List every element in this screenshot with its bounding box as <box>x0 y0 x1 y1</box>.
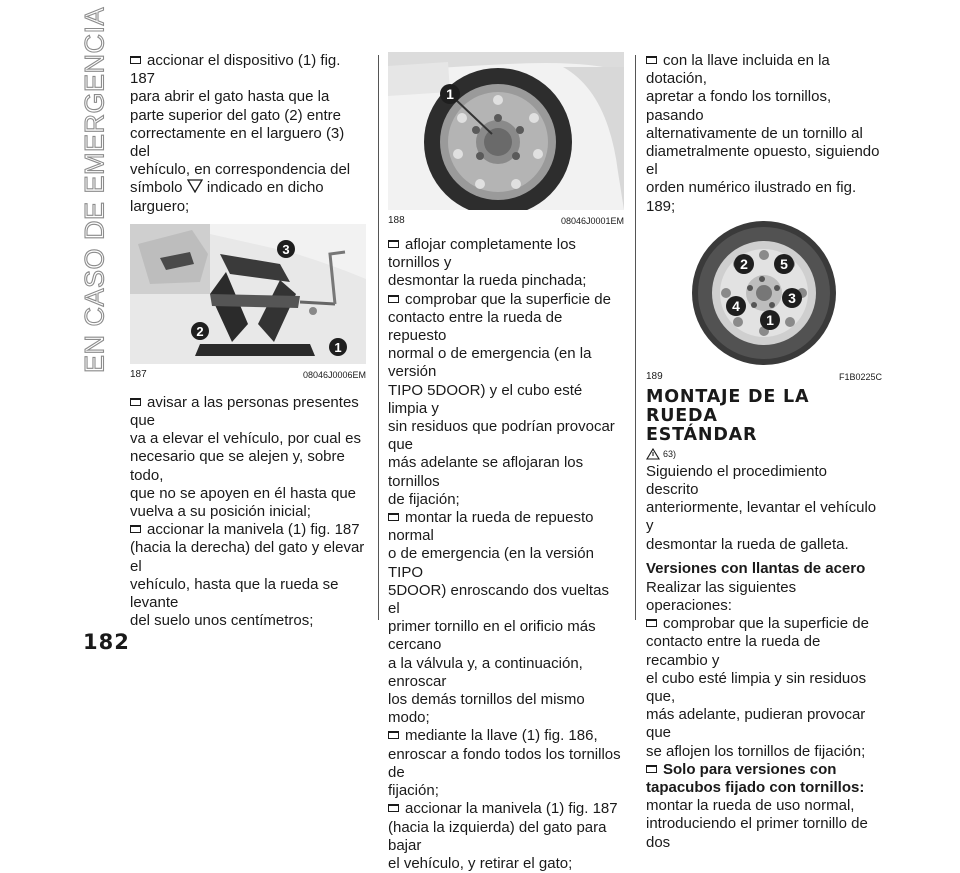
warning-triangle-icon <box>646 448 660 460</box>
svg-text:3: 3 <box>788 289 796 306</box>
svg-text:5: 5 <box>780 255 788 272</box>
step-loosen-bolts: aflojar completamente los tornillos y desmontar la rueda pinchada; <box>388 236 587 290</box>
bullet-icon <box>388 804 399 812</box>
step-tighten-bolts: mediante la llave (1) fig. 186, enroscar a fondo todos los tornillos de fijación; <box>388 727 621 800</box>
bullet-icon <box>130 525 141 533</box>
step-check-surface: comprobar que la superficie de contacto entre la rueda de repuesto normal o de emergencia (en la versión TIPO 5DOOR) y el cubo esté limpia y sin residuos que podrían provocar que más adelante se aflojaran los tornillos de fijación; <box>388 290 615 508</box>
figure-code: F1B0225C <box>838 371 882 382</box>
bullet-icon <box>646 56 657 64</box>
figure-188 <box>388 52 624 226</box>
step-lower-vehicle: accionar la manivela (1) fig. 187 (hacia la izquierda) del gato para bajar el vehículo, y retirar el gato; <box>388 800 618 872</box>
figure-187 <box>130 224 366 380</box>
figure-number: 188 <box>388 215 405 226</box>
step-bolted-hubcap: Solo para versiones con tapacubos fijado con tornillos: montar la rueda de uso normal, introduciendo el primer tornillo de dos <box>646 760 868 851</box>
step-check-hub-surface: comprobar que la superficie de contacto entre la rueda de recambio y el cubo esté limpia y sin residuos que, más adelante, pudieran provocar que se aflojen los tornillos de fijación; <box>646 615 869 760</box>
wheel-bolt-illustration <box>388 52 624 210</box>
subheading-steel-rims: Versiones con llantas de acero <box>646 559 866 577</box>
figure-number: 189 <box>646 370 663 382</box>
figure-189 <box>646 220 882 382</box>
svg-text:2: 2 <box>196 323 204 339</box>
step-warn-people: avisar a las personas presentes que va a elevar el vehículo, por cual es necesario que se alejen y, sobre todo, que no se apoyen en él hasta que vuelva a su posición inicial; <box>130 393 361 521</box>
svg-text:1: 1 <box>766 311 774 328</box>
figure-code: 08046J0001EM <box>560 216 624 226</box>
svg-text:1: 1 <box>334 339 342 355</box>
section-heading: MONTAJE DE LA RUEDA ESTÁNDAR <box>646 386 810 445</box>
tightening-order-illustration <box>646 220 882 366</box>
bullet-icon <box>130 398 141 406</box>
svg-text:3: 3 <box>282 241 290 257</box>
figure-code: 08046J0006EM <box>302 369 366 380</box>
chapter-side-title: EN CASO DE EMERGENCIA <box>79 6 110 374</box>
column-2 <box>388 52 624 873</box>
step-open-jack: accionar el dispositivo (1) fig. 187 para abrir el gato hasta que la parte superior del gato (2) entre correctamente en el larguero (3) del vehículo, en correspondencia del símbolo indicado en dicho larguero; <box>130 52 351 215</box>
page-number: 182 <box>83 630 130 654</box>
figure-number: 187 <box>130 368 147 380</box>
operations-intro: Realizar las siguientes operaciones: <box>646 578 797 615</box>
step-mount-spare: montar la rueda de repuesto normal o de emergencia (en la versión TIPO 5DOOR) enroscando dos vueltas el primer tornillo en el orificio más cercano a la válvula y, a continuación, enroscar los demás tornillos del mismo modo; <box>388 509 609 727</box>
column-divider-1 <box>378 55 379 620</box>
bullet-icon <box>388 240 399 248</box>
jack-point-triangle-icon <box>187 179 203 193</box>
intro-paragraph: Siguiendo el procedimiento descrito anteriormente, levantar el vehículo y desmontar la rueda de galleta. <box>646 462 877 553</box>
column-1 <box>130 52 366 630</box>
svg-text:1: 1 <box>446 86 454 102</box>
bullet-icon <box>388 295 399 303</box>
step-raise-vehicle: accionar la manivela (1) fig. 187 (hacia la derecha) del gato y elevar el vehículo, hasta que la rueda se levante del suelo unos centímetros; <box>130 521 365 630</box>
jack-illustration <box>130 224 366 364</box>
step-final-tighten: con la llave incluida en la dotación, apretar a fondo los tornillos, pasando alternativamente de un tornillo al diametralmente opuesto, siguiendo el orden numérico ilustrado en fig. 189; <box>646 52 880 215</box>
bullet-icon <box>130 56 141 64</box>
svg-text:2: 2 <box>740 255 748 272</box>
bullet-icon <box>388 513 399 521</box>
bullet-icon <box>646 619 657 627</box>
column-3 <box>646 52 882 852</box>
bullet-icon <box>388 731 399 739</box>
column-divider-2 <box>635 55 636 620</box>
bullet-icon <box>646 765 657 773</box>
warning-reference: 63) <box>646 447 882 461</box>
svg-text:4: 4 <box>732 297 740 314</box>
